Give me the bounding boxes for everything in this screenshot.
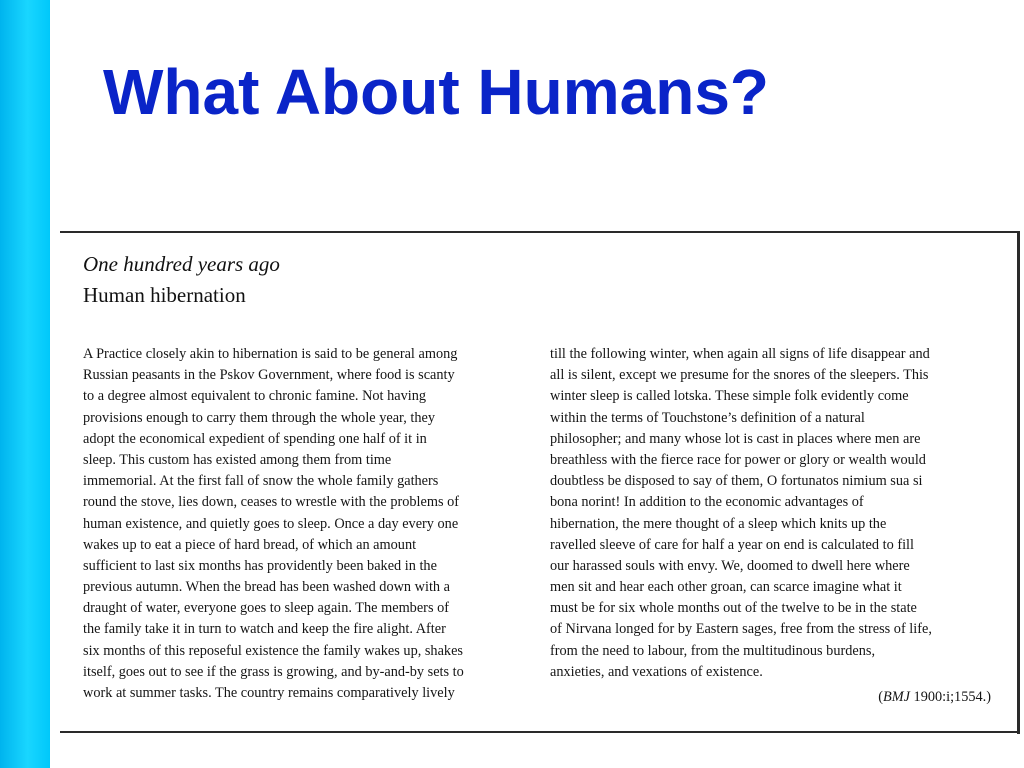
text-line: hibernation, the mere thought of a sleep which knits up the xyxy=(550,515,887,532)
text-line: winter sleep is called lotska. These simple folk evidently come xyxy=(550,388,909,405)
text-line: human existence, and quietly goes to sleep. Once a day every one xyxy=(83,515,459,532)
text-line: itself, goes out to see if the grass is growing, and by-and-by sets to xyxy=(83,663,464,680)
text-line: wakes up to eat a piece of hard bread, of which an amount xyxy=(83,536,417,553)
text-line: to a degree almost equivalent to chronic famine. Not having xyxy=(83,388,427,405)
article-kicker: One hundred years ago xyxy=(83,252,280,276)
text-line: provisions enough to carry them through the whole year, they xyxy=(83,409,435,426)
article-column-right xyxy=(550,344,932,683)
article-citation: (BMJ 1900:i;1554.) xyxy=(878,689,991,705)
top-rule xyxy=(60,231,1018,233)
text-line: philosopher; and many whose lot is cast in places where men are xyxy=(550,430,921,447)
text-line: bona norint! In addition to the economic advantages of xyxy=(550,494,864,511)
text-line: within the terms of Touchstone’s definition of a natural xyxy=(550,409,865,426)
text-line: sufficient to last six months has providently been baked in the xyxy=(83,557,437,574)
text-line: all is silent, except we presume for the snores of the sleepers. This xyxy=(550,367,929,384)
article-headline: Human hibernation xyxy=(83,283,246,307)
right-rule xyxy=(1017,231,1020,734)
text-line: six months of this reposeful existence the family wakes up, shakes xyxy=(83,642,463,659)
article-clipping xyxy=(60,231,1020,734)
citation-reference: 1900:i;1554. xyxy=(913,689,987,705)
text-line: our harassed souls with envy. We, doomed to dwell here where xyxy=(550,557,910,574)
bottom-rule xyxy=(60,731,1018,733)
accent-bar xyxy=(0,0,50,768)
text-line: draught of water, everyone goes to sleep again. The members of xyxy=(83,600,449,617)
text-line: A Practice closely akin to hibernation is said to be general among xyxy=(83,346,458,362)
text-line: from the need to labour, from the multitudinous burdens, xyxy=(550,642,876,659)
text-line: till the following winter, when again all signs of life disappear and xyxy=(550,346,930,362)
text-line: must be for six whole months out of the twelve to be in the state xyxy=(550,600,917,617)
text-line: ravelled sleeve of care for half a year on end is calculated to fill xyxy=(550,536,914,553)
text-line: previous autumn. When the bread has been washed down with a xyxy=(83,579,450,596)
text-line: anxieties, and vexations of existence. xyxy=(550,663,763,680)
text-line: round the stove, lies down, ceases to wrestle with the problems of xyxy=(83,494,460,511)
text-line: sleep. This custom has existed among them from time xyxy=(83,451,392,468)
text-line: adopt the economical expedient of spending one half of it in xyxy=(83,430,427,447)
text-line: doubtless be disposed to say of them, O fortunatos nimium sua si xyxy=(550,473,923,490)
text-line: immemorial. At the first fall of snow the whole family gathers xyxy=(83,473,439,490)
text-line: Russian peasants in the Pskov Government, where food is scanty xyxy=(83,367,455,384)
slide-title: What About Humans? xyxy=(103,56,769,128)
article-column-left xyxy=(83,344,464,704)
text-line: the family take it in turn to watch and keep the fire alight. After xyxy=(83,621,446,638)
text-line: men sit and hear each other groan, can scarce imagine what it xyxy=(550,579,902,596)
text-line: work at summer tasks. The country remains comparatively lively xyxy=(83,685,455,701)
citation-journal: BMJ xyxy=(882,689,910,705)
text-line: breathless with the fierce race for power or glory or wealth would xyxy=(550,451,926,468)
text-line: of Nirvana longed for by Eastern sages, free from the stress of life, xyxy=(550,621,932,638)
